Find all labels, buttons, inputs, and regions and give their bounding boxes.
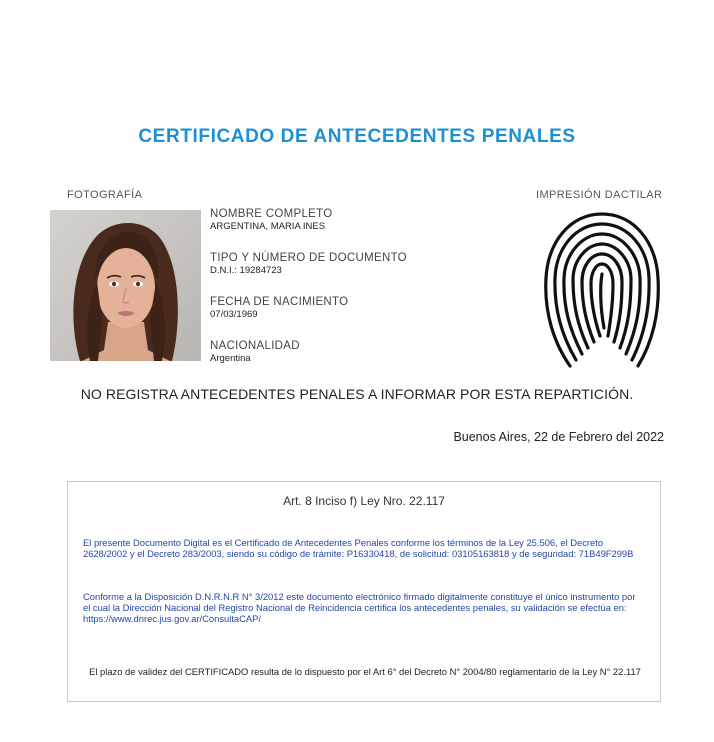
fingerprint-label: IMPRESIÓN DACTILAR: [536, 189, 663, 201]
fingerprint-icon: [540, 208, 664, 373]
field-nationality: [210, 340, 407, 384]
field-birth-date: [210, 296, 407, 340]
fingerprint-image: [540, 208, 664, 373]
criminal-record-statement: NO REGISTRA ANTECEDENTES PENALES A INFORMAR POR ESTA REPARTICIÓN.: [80, 386, 634, 402]
field-value: 07/03/1969: [210, 309, 258, 320]
holder-photo: [50, 210, 201, 361]
field-label: NACIONALIDAD: [210, 340, 300, 352]
photo-label: FOTOGRAFÍA: [67, 189, 143, 201]
field-value: Argentina: [210, 353, 251, 364]
field-label: FECHA DE NACIMIENTO: [210, 296, 349, 308]
field-value: D.N.I.: 19284723: [210, 265, 282, 276]
issue-date: Buenos Aires, 22 de Febrero del 2022: [453, 430, 664, 444]
field-document: [210, 252, 407, 296]
field-label: NOMBRE COMPLETO: [210, 208, 333, 220]
field-label: TIPO Y NÚMERO DE DOCUMENTO: [210, 252, 407, 264]
legal-paragraph-validation: Conforme a la Disposición D.N.R.N.R N° 3/2012 este documento electrónico firmado digitalmente constituye el único instrumento por el cual la Dirección Nacional del Registro Nacional de Reincidencia certifica los antecedentes penales, su validación se efectúa en: https://www.dnrec.jus.gov.ar/ConsultaCAP/: [83, 591, 636, 624]
legal-paragraph-document: El presente Documento Digital es el Certificado de Antecedentes Penales conforme los términos de la Ley 25.506, el Decreto 2628/2002 y el Decreto 283/2003, siendo su código de trámite: P16330418, de solicitud: 03105163818 y de seguridad: 71B49F299B: [83, 537, 634, 559]
legal-notice-box: [67, 481, 661, 702]
legal-notice-title: Art. 8 Inciso f) Ley Nro. 22.117: [283, 494, 445, 508]
legal-paragraph-validity: El plazo de validez del CERTIFICADO resulta de lo dispuesto por el Art 6° del Decreto N° 2004/80 reglamentario de la Ley N° 22.117: [89, 666, 641, 677]
portrait-image: [50, 210, 201, 361]
personal-data-fields: [210, 208, 407, 384]
field-value: ARGENTINA, MARIA INES: [210, 221, 326, 232]
field-full-name: [210, 208, 407, 252]
certificate-title: CERTIFICADO DE ANTECEDENTES PENALES: [138, 126, 576, 147]
